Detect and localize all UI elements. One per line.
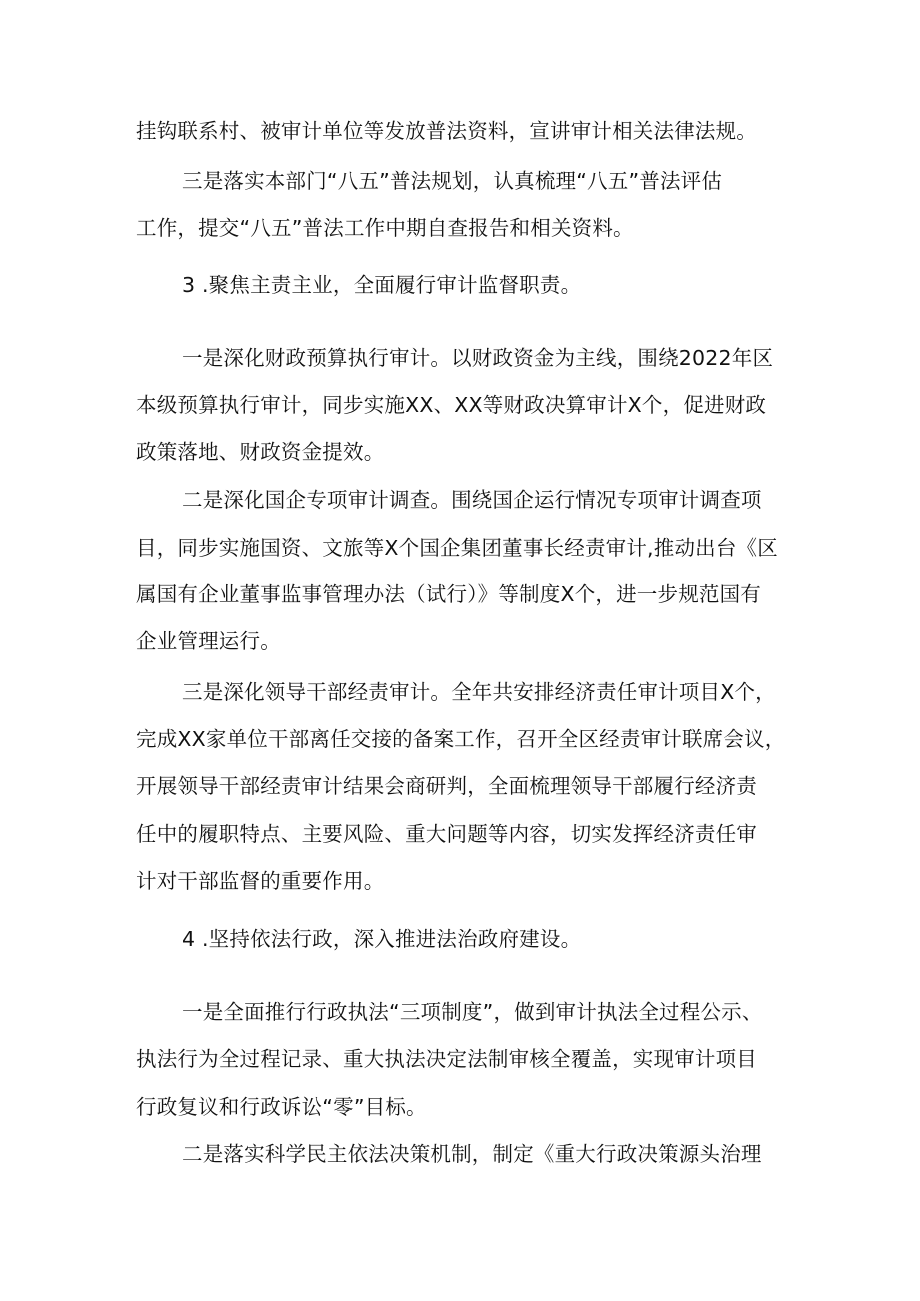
body-text-line: 三是落实本部门“八五”普法规划，认真梳理“八五”普法评估 xyxy=(182,169,723,193)
body-text-line: 工作，提交“八五”普法工作中期自查报告和相关资料。 xyxy=(136,216,634,240)
body-text-line: 本级预算执行审计，同步实施XX、XX等财政决算审计X个，促进财政 xyxy=(136,393,767,417)
body-text-line: 二是深化国企专项审计调查。围绕国企运行情况专项审计调查项 xyxy=(182,488,762,512)
body-text-line: 一是深化财政预算执行审计。以财政资金为主线，围绕2022年区 xyxy=(182,346,774,370)
body-text-line: 二是落实科学民主依法决策机制，制定《重大行政决策源头治理 xyxy=(182,1142,762,1166)
body-text-line: 属国有企业董事监事管理办法（试行）》等制度X个，进一步规范国有 xyxy=(136,582,761,606)
section-heading: 3 .聚焦主责主业，全面履行审计监督职责。 xyxy=(182,273,582,297)
section-heading: 4 .坚持依法行政，深入推进法治政府建设。 xyxy=(182,927,582,951)
body-text-line: 计对干部监督的重要作用。 xyxy=(136,869,385,893)
body-text-line: 三是深化领导干部经责审计。全年共安排经济责任审计项目X个， xyxy=(182,680,776,704)
body-text-line: 任中的履职特点、主要风险、重大问题等内容，切实发挥经济责任审 xyxy=(136,822,757,846)
body-text-line: 完成XX家单位干部离任交接的备案工作，召开全区经责审计联席会议， xyxy=(136,727,786,751)
body-text-line: 企业管理运行。 xyxy=(136,629,281,653)
body-text-line: 挂钩联系村、被审计单位等发放普法资料，宣讲审计相关法律法规。 xyxy=(136,119,757,143)
body-text-line: 开展领导干部经责审计结果会商研判，全面梳理领导干部履行经济责 xyxy=(136,774,757,798)
body-text-line: 行政复议和行政诉讼“零”目标。 xyxy=(136,1095,427,1119)
body-text-line: 一是全面推行行政执法“三项制度”，做到审计执法全过程公示、 xyxy=(182,1000,763,1024)
body-text-line: 执法行为全过程记录、重大执法决定法制审核全覆盖，实现审计项目 xyxy=(136,1047,757,1071)
body-text-line: 目，同步实施国资、文旅等X个国企集团董事长经责审计,推动出台《区 xyxy=(136,536,778,560)
body-text-line: 政策落地、财政资金提效。 xyxy=(136,440,385,464)
